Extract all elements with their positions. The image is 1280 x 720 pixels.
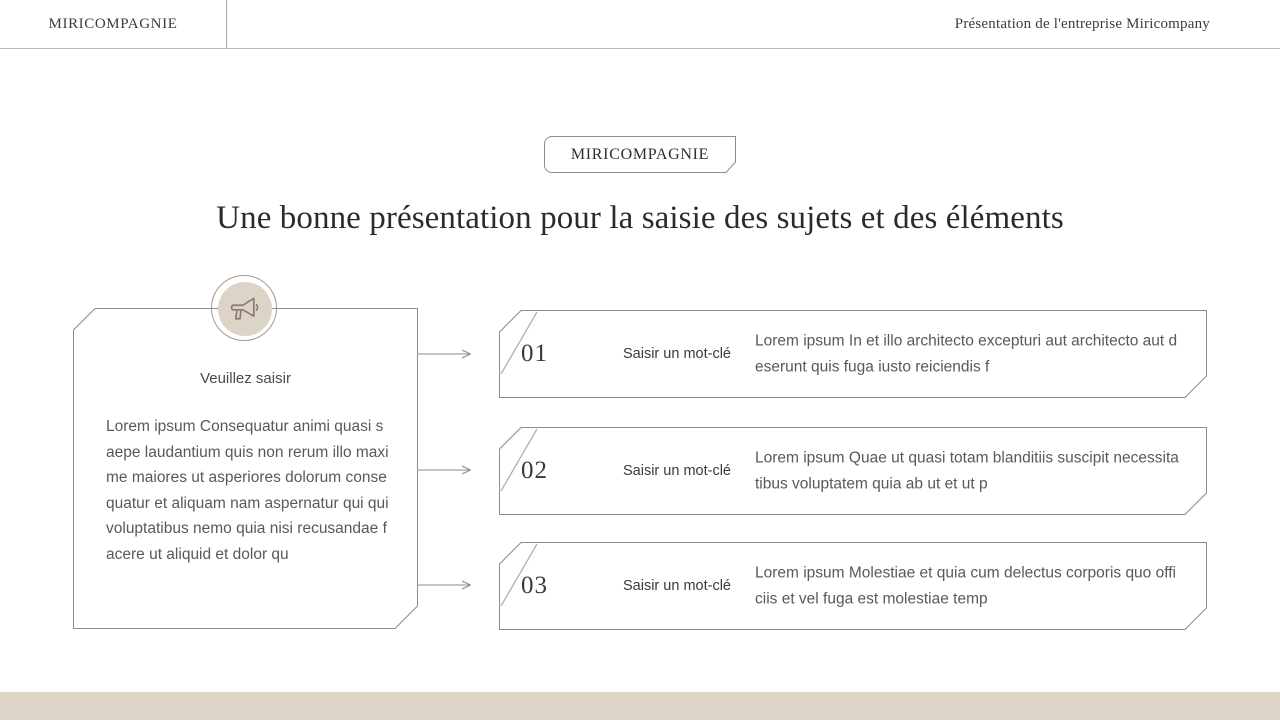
row-description: Lorem ipsum Molestiae et quia cum delectus corporis quo officiis et vel fuga est molestiae temp [755, 564, 1177, 607]
left-card-body-text: Lorem ipsum Consequatur animi quasi saepe laudantium quis non rerum illo maxime maiores ut asperiores dolorum consequatur et aliquam nam aspernatur qui qui voluptatibus nemo quia nisi recusandae facere ut aliquid et dolor qu [106, 418, 389, 563]
list-item[interactable] [499, 310, 1207, 398]
brand-badge [544, 136, 736, 173]
megaphone-badge [211, 275, 279, 343]
brand-badge-label: MIRICOMPAGNIE [570, 145, 710, 163]
page-title: Une bonne présentation pour la saisie des sujets et des éléments [216, 200, 1064, 236]
left-summary-card [73, 308, 418, 629]
header-brand-label: MIRICOMPAGNIE [48, 15, 178, 32]
list-item[interactable] [499, 542, 1207, 630]
header-subtitle-label: Présentation de l'entreprise Miricompany [954, 15, 1210, 32]
row-label: Saisir un mot-clé [623, 578, 731, 594]
row-number: 01 [521, 340, 548, 367]
slide-header [0, 0, 1280, 49]
footer-bar [0, 692, 1280, 720]
row-label: Saisir un mot-clé [623, 346, 731, 362]
row-number: 02 [521, 457, 548, 484]
row-divider-slash [499, 310, 539, 376]
megaphone-icon [229, 293, 261, 325]
row-divider-slash [499, 427, 539, 493]
row-divider-slash [499, 542, 539, 608]
header-brand-cell [0, 0, 227, 48]
row-description: Lorem ipsum In et illo architecto excepturi aut architecto aut deserunt quis fuga iusto reiciendis f [755, 332, 1178, 375]
row-label: Saisir un mot-clé [623, 463, 731, 479]
row-description: Lorem ipsum Quae ut quasi totam blanditiis suscipit necessitatibus voluptatem quia ab ut et ut p [755, 449, 1179, 492]
header-subtitle-cell [955, 0, 1210, 48]
list-item[interactable] [499, 427, 1207, 515]
row-number: 03 [521, 572, 548, 599]
left-card-heading: Veuillez saisir [200, 370, 291, 387]
